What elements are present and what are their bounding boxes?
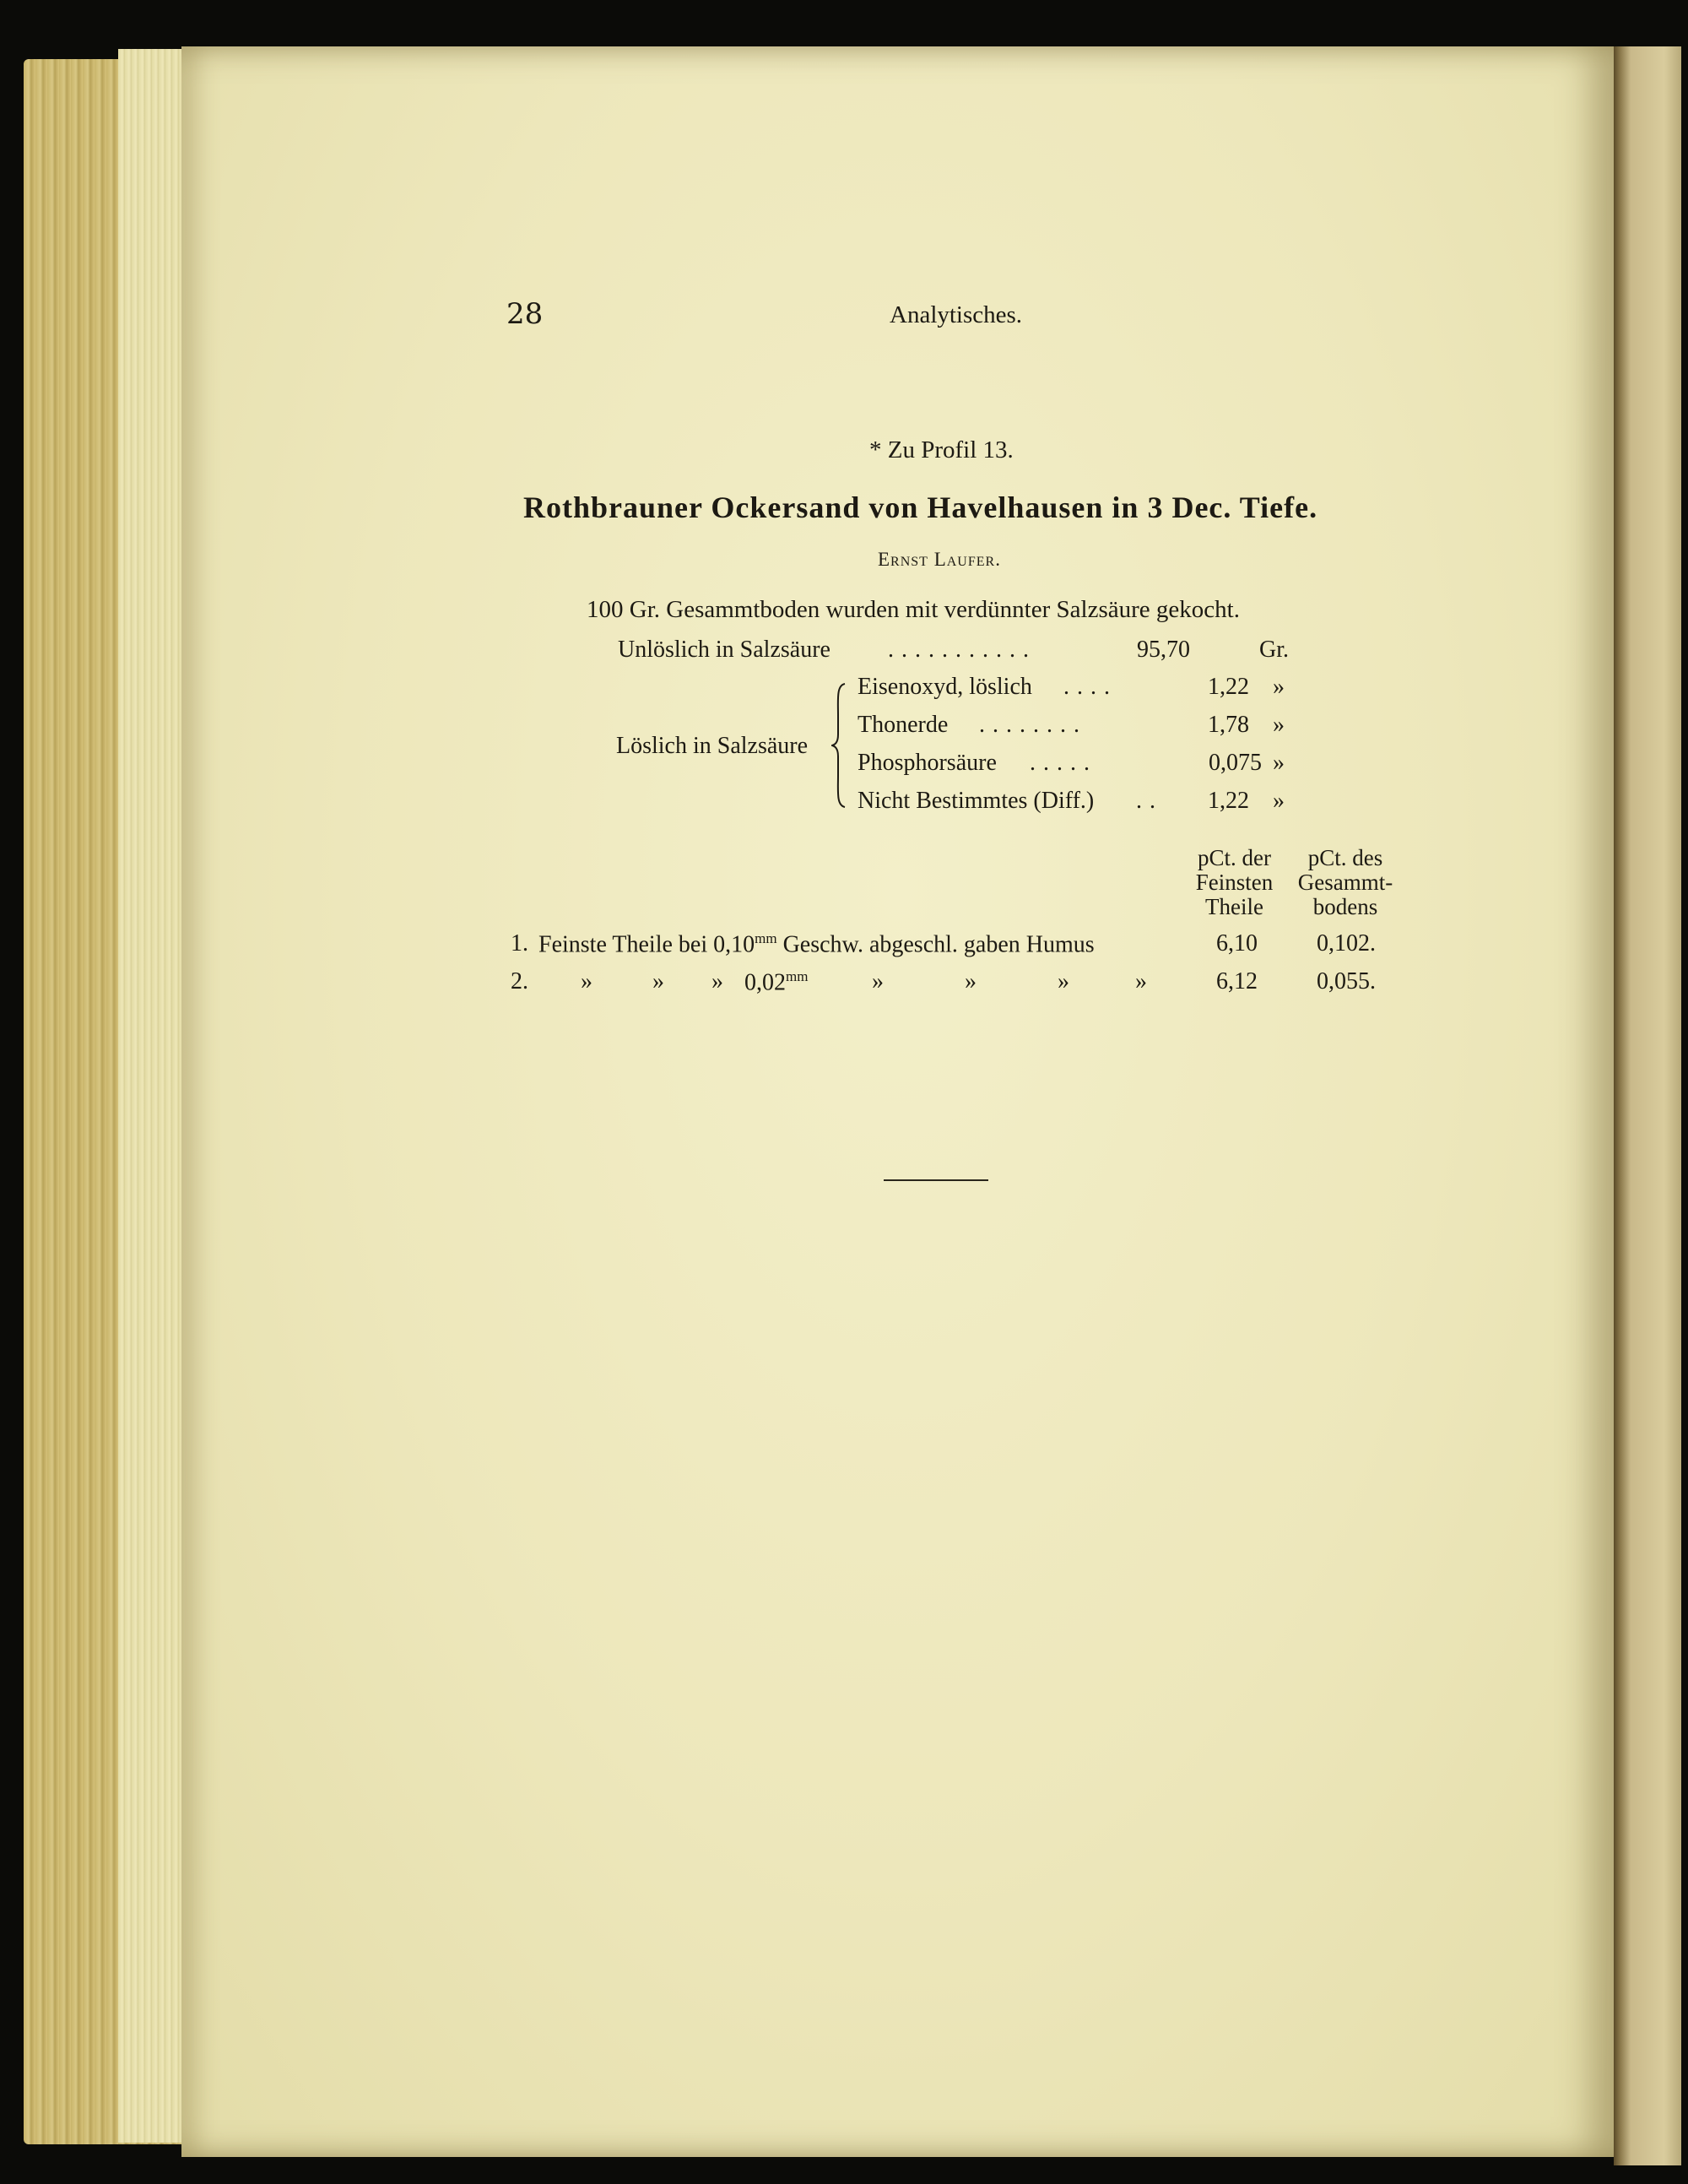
header-line: bodens	[1312, 894, 1378, 919]
soluble-item-unit: »	[1273, 712, 1285, 738]
page-title: Rothbrauner Ockersand von Havelhausen in 3 Dec. Tiefe.	[523, 490, 1318, 524]
page-number: 28	[506, 297, 544, 331]
unit-superscript: mm	[755, 930, 777, 946]
soluble-item-row	[0, 750, 1688, 783]
ditto-mark: »	[581, 968, 592, 994]
header-line: pCt. der	[1198, 845, 1271, 870]
leader-dots: ........	[979, 712, 1087, 738]
soluble-item-unit: »	[1273, 750, 1285, 776]
soluble-item-row	[0, 674, 1688, 707]
soluble-item-value: 1,78	[1208, 712, 1249, 738]
header-line: Theile	[1205, 894, 1263, 919]
intro-text: 100 Gr. Gesammtboden wurden mit verdünnter Salzsäure gekocht.	[587, 596, 1240, 623]
row-number: 1.	[511, 930, 528, 957]
soluble-item-row	[0, 788, 1688, 821]
ditto-mark: »	[965, 968, 977, 994]
leader-dots: ...........	[888, 637, 1036, 663]
row-text-b: Geschw. abgeschl. gaben Humus	[782, 931, 1095, 958]
table-row	[0, 968, 1688, 1002]
ditto-mark: »	[652, 968, 664, 994]
insoluble-unit: Gr.	[1259, 637, 1289, 663]
soluble-item-value: 1,22	[1208, 674, 1249, 700]
column-header-gesammtboden	[1286, 846, 1404, 919]
soluble-item-label: Thonerde	[858, 712, 949, 738]
table-row	[0, 930, 1688, 964]
soluble-item-unit: »	[1273, 674, 1285, 700]
row-text-a: 0,02	[744, 969, 786, 996]
ditto-mark: »	[1058, 968, 1069, 994]
unit-superscript: mm	[786, 968, 809, 984]
row-text	[744, 968, 808, 996]
leader-dots: ..	[1136, 788, 1163, 814]
row-text-a: Feinste Theile bei 0,10	[538, 931, 755, 958]
soluble-group-label: Löslich in Salzsäure	[616, 733, 809, 759]
ditto-mark: »	[711, 968, 723, 994]
value-feinsten: 6,10	[1216, 930, 1258, 957]
soluble-item-value: 0,075	[1209, 750, 1262, 776]
section-divider	[884, 1179, 988, 1181]
leader-dots: ....	[1063, 674, 1117, 700]
value-gesammtboden: 0,055.	[1317, 968, 1376, 994]
ditto-mark: »	[872, 968, 884, 994]
soluble-item-unit: »	[1273, 788, 1285, 814]
column-header-feinsten	[1177, 846, 1291, 919]
running-head: Analytisches.	[890, 301, 1023, 328]
soluble-item-label: Eisenoxyd, löslich	[858, 674, 1032, 700]
ditto-mark: »	[1135, 968, 1147, 994]
leader-dots: .....	[1030, 750, 1097, 776]
soluble-item-label: Phosphorsäure	[858, 750, 997, 776]
insoluble-value: 95,70	[1137, 637, 1190, 663]
value-gesammtboden: 0,102.	[1317, 930, 1376, 957]
author-name: Ernst Laufer.	[878, 549, 1001, 570]
header-line: pCt. des	[1307, 845, 1383, 870]
value-feinsten: 6,12	[1216, 968, 1258, 994]
row-text	[538, 930, 1095, 958]
header-line: Gesammt-	[1297, 870, 1393, 895]
soluble-item-row	[0, 712, 1688, 745]
header-line: Feinsten	[1195, 870, 1274, 895]
soluble-item-label: Nicht Bestimmtes (Diff.)	[858, 788, 1095, 814]
insoluble-label: Unlöslich in Salzsäure	[618, 637, 830, 663]
soluble-item-value: 1,22	[1208, 788, 1249, 814]
profile-note: * Zu Profil 13.	[869, 436, 1014, 463]
row-number: 2.	[511, 968, 528, 994]
insoluble-row	[0, 637, 1688, 670]
